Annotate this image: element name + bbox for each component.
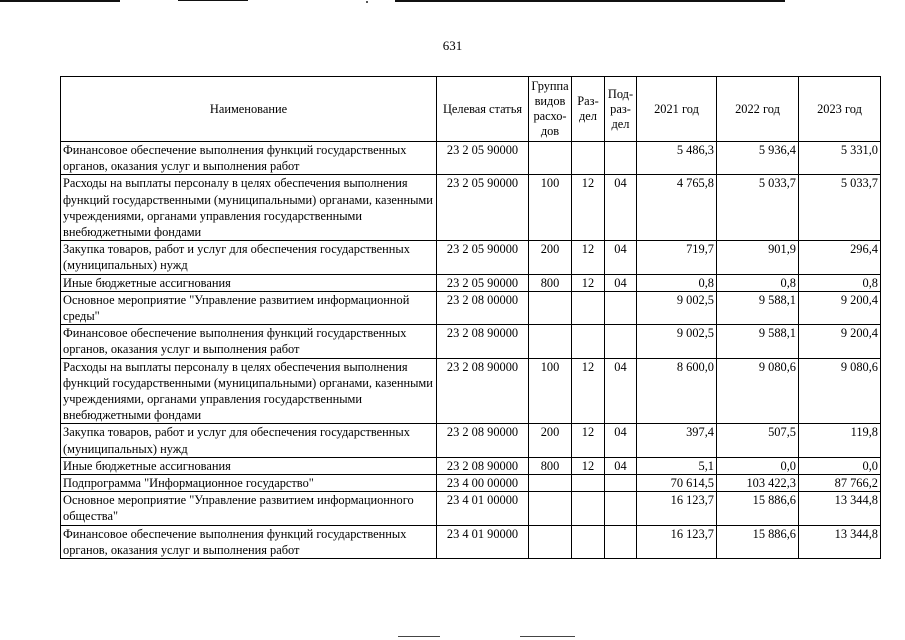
header-section: Раз-дел	[572, 77, 605, 142]
cell-expense-group: 100	[529, 358, 572, 424]
cell-year-2021: 16 123,7	[637, 525, 717, 558]
cell-section	[572, 475, 605, 492]
cell-name: Финансовое обеспечение выполнения функций государственных органов, оказания услуг и выполнения работ	[61, 525, 437, 558]
bottom-rule-right	[520, 636, 575, 637]
cell-name: Иные бюджетные ассигнования	[61, 457, 437, 474]
cell-name: Подпрограмма "Информационное государство"	[61, 475, 437, 492]
cell-section	[572, 142, 605, 175]
cell-year-2021: 70 614,5	[637, 475, 717, 492]
cell-year-2021: 9 002,5	[637, 325, 717, 358]
cell-subsection: 04	[605, 175, 637, 241]
top-rule-right	[395, 0, 785, 2]
cell-name: Закупка товаров, работ и услуг для обеспечения государственных (муниципальных) нужд	[61, 424, 437, 457]
cell-section	[572, 492, 605, 525]
table-row	[61, 475, 881, 492]
cell-section: 12	[572, 274, 605, 291]
cell-year-2023: 5 331,0	[799, 142, 881, 175]
cell-year-2021: 16 123,7	[637, 492, 717, 525]
cell-year-2023: 296,4	[799, 241, 881, 274]
cell-name: Основное мероприятие "Управление развитием информационного общества"	[61, 492, 437, 525]
cell-year-2022: 9 588,1	[717, 291, 799, 324]
cell-year-2023: 13 344,8	[799, 525, 881, 558]
header-name: Наименование	[61, 77, 437, 142]
cell-year-2023: 9 200,4	[799, 325, 881, 358]
cell-section: 12	[572, 457, 605, 474]
cell-year-2021: 9 002,5	[637, 291, 717, 324]
cell-section: 12	[572, 358, 605, 424]
header-year-2023: 2023 год	[799, 77, 881, 142]
cell-target-article: 23 2 05 90000	[437, 241, 529, 274]
cell-subsection: 04	[605, 241, 637, 274]
cell-name: Финансовое обеспечение выполнения функций государственных органов, оказания услуг и выполнения работ	[61, 325, 437, 358]
cell-expense-group	[529, 492, 572, 525]
header-subsection: Под-раз-дел	[605, 77, 637, 142]
cell-target-article: 23 4 01 90000	[437, 525, 529, 558]
cell-name: Финансовое обеспечение выполнения функций государственных органов, оказания услуг и выполнения работ	[61, 142, 437, 175]
cell-expense-group: 800	[529, 457, 572, 474]
cell-target-article: 23 2 05 90000	[437, 274, 529, 291]
cell-year-2022: 9 080,6	[717, 358, 799, 424]
cell-year-2022: 507,5	[717, 424, 799, 457]
cell-year-2021: 0,8	[637, 274, 717, 291]
cell-expense-group	[529, 142, 572, 175]
cell-subsection	[605, 291, 637, 324]
cell-subsection	[605, 475, 637, 492]
page-number: 631	[442, 38, 463, 53]
cell-section: 12	[572, 175, 605, 241]
table-row	[61, 358, 881, 424]
cell-year-2023: 0,0	[799, 457, 881, 474]
cell-section	[572, 325, 605, 358]
cell-name: Расходы на выплаты персоналу в целях обеспечения выполнения функций государственными (муниципальными) органами, казенными учреждениями, органами управления государственными внебюджетными фондами	[61, 175, 437, 241]
cell-year-2021: 719,7	[637, 241, 717, 274]
table-body	[61, 142, 881, 559]
cell-year-2023: 87 766,2	[799, 475, 881, 492]
cell-year-2023: 0,8	[799, 274, 881, 291]
cell-target-article: 23 2 05 90000	[437, 142, 529, 175]
top-rule-left	[0, 0, 120, 2]
budget-table	[60, 76, 881, 559]
cell-target-article: 23 2 08 90000	[437, 457, 529, 474]
cell-year-2021: 5 486,3	[637, 142, 717, 175]
table-row	[61, 492, 881, 525]
cell-name: Основное мероприятие "Управление развитием информационной среды"	[61, 291, 437, 324]
header-year-2022: 2022 год	[717, 77, 799, 142]
cell-target-article: 23 2 08 90000	[437, 424, 529, 457]
cell-target-article: 23 2 08 00000	[437, 291, 529, 324]
cell-expense-group: 200	[529, 241, 572, 274]
header-target-article: Целевая статья	[437, 77, 529, 142]
cell-year-2021: 397,4	[637, 424, 717, 457]
cell-year-2022: 15 886,6	[717, 525, 799, 558]
cell-name: Закупка товаров, работ и услуг для обеспечения государственных (муниципальных) нужд	[61, 241, 437, 274]
cell-year-2022: 15 886,6	[717, 492, 799, 525]
cell-target-article: 23 2 08 90000	[437, 325, 529, 358]
bottom-rule-left	[398, 636, 440, 637]
table-row	[61, 525, 881, 558]
cell-expense-group: 800	[529, 274, 572, 291]
cell-expense-group	[529, 291, 572, 324]
cell-year-2022: 9 588,1	[717, 325, 799, 358]
cell-section	[572, 291, 605, 324]
table-row	[61, 457, 881, 474]
table-row	[61, 175, 881, 241]
table-row	[61, 291, 881, 324]
cell-year-2023: 5 033,7	[799, 175, 881, 241]
cell-subsection	[605, 325, 637, 358]
cell-section: 12	[572, 241, 605, 274]
cell-expense-group	[529, 475, 572, 492]
cell-year-2023: 119,8	[799, 424, 881, 457]
cell-year-2021: 8 600,0	[637, 358, 717, 424]
cell-year-2021: 4 765,8	[637, 175, 717, 241]
cell-name: Иные бюджетные ассигнования	[61, 274, 437, 291]
cell-subsection	[605, 142, 637, 175]
cell-year-2022: 5 936,4	[717, 142, 799, 175]
table-row	[61, 241, 881, 274]
cell-subsection: 04	[605, 457, 637, 474]
cell-year-2021: 5,1	[637, 457, 717, 474]
cell-year-2023: 9 080,6	[799, 358, 881, 424]
cell-subsection: 04	[605, 358, 637, 424]
cell-target-article: 23 2 05 90000	[437, 175, 529, 241]
header-year-2021: 2021 год	[637, 77, 717, 142]
cell-expense-group	[529, 525, 572, 558]
cell-section	[572, 525, 605, 558]
table-header-row	[61, 77, 881, 142]
cell-year-2022: 5 033,7	[717, 175, 799, 241]
table-row	[61, 325, 881, 358]
cell-subsection	[605, 492, 637, 525]
top-rule-middle	[178, 0, 248, 1]
cell-year-2023: 9 200,4	[799, 291, 881, 324]
table-row	[61, 142, 881, 175]
cell-target-article: 23 4 01 00000	[437, 492, 529, 525]
cell-expense-group: 100	[529, 175, 572, 241]
cell-year-2023: 13 344,8	[799, 492, 881, 525]
cell-year-2022: 0,0	[717, 457, 799, 474]
table-row	[61, 274, 881, 291]
cell-name: Расходы на выплаты персоналу в целях обеспечения выполнения функций государственными (муниципальными) органами, казенными учреждениями, органами управления государственными внебюджетными фондами	[61, 358, 437, 424]
scan-speck	[366, 1, 368, 3]
cell-subsection	[605, 525, 637, 558]
cell-subsection: 04	[605, 274, 637, 291]
cell-expense-group	[529, 325, 572, 358]
cell-section: 12	[572, 424, 605, 457]
cell-year-2022: 0,8	[717, 274, 799, 291]
header-expense-group: Группа видов расхо-дов	[529, 77, 572, 142]
cell-target-article: 23 2 08 90000	[437, 358, 529, 424]
cell-year-2022: 103 422,3	[717, 475, 799, 492]
cell-target-article: 23 4 00 00000	[437, 475, 529, 492]
cell-expense-group: 200	[529, 424, 572, 457]
table-row	[61, 424, 881, 457]
cell-year-2022: 901,9	[717, 241, 799, 274]
cell-subsection: 04	[605, 424, 637, 457]
